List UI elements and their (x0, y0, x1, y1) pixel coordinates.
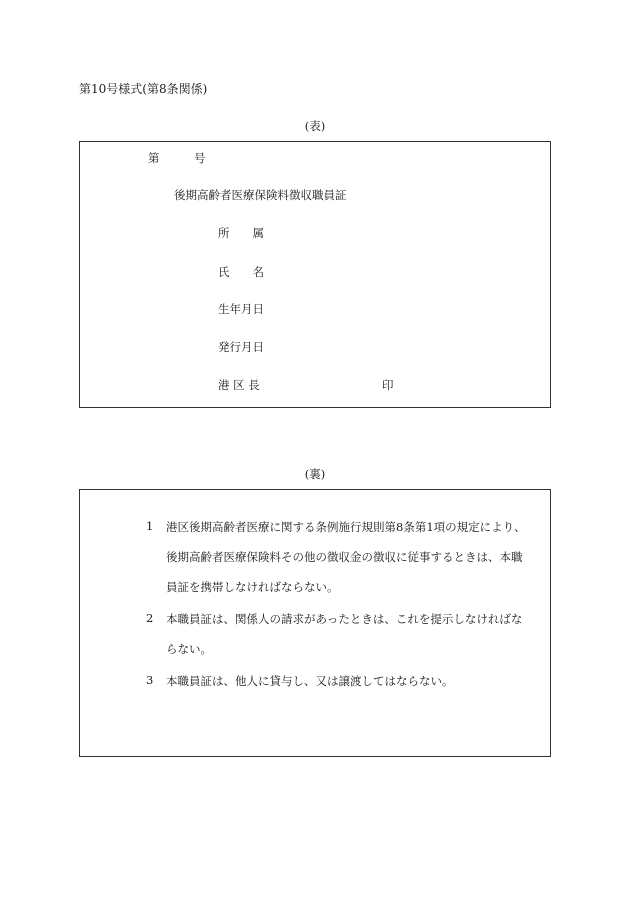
field-birthdate: 生年月日 (218, 302, 264, 316)
field-affiliation: 所 属 (218, 226, 264, 240)
item-text-line: 後期高齢者医療保険料その他の徴収金の徴収に従事するときは、本職 (166, 550, 523, 564)
item-text-line: 港区後期高齢者医療に関する条例施行規則第8条第1項の規定により、 (166, 520, 526, 534)
back-card (79, 489, 551, 757)
item-text-line: 本職員証は、関係人の請求があったときは、これを提示しなければな (166, 612, 523, 626)
front-card (79, 141, 551, 408)
item-text-line: 本職員証は、他人に貸与し、又は譲渡してはならない。 (166, 674, 454, 688)
item-number: 1 (146, 519, 154, 533)
card-number-label: 第 号 (148, 151, 206, 165)
form-title: 第10号様式(第8条関係) (79, 82, 208, 96)
item-text-line: 員証を携帯しなければならない。 (166, 580, 339, 594)
seal-mark: 印 (382, 378, 394, 392)
back-side-label: (裏) (304, 467, 326, 481)
item-number: 2 (146, 611, 154, 625)
field-ward-mayor: 港 区 長 (218, 378, 260, 392)
item-number: 3 (146, 673, 154, 687)
front-side-label: (表) (304, 119, 326, 133)
item-text-line: らない。 (166, 642, 212, 656)
card-title: 後期高齢者医療保険料徴収職員証 (174, 188, 347, 202)
field-issue-date: 発行月日 (218, 340, 264, 354)
field-name: 氏 名 (218, 265, 264, 279)
